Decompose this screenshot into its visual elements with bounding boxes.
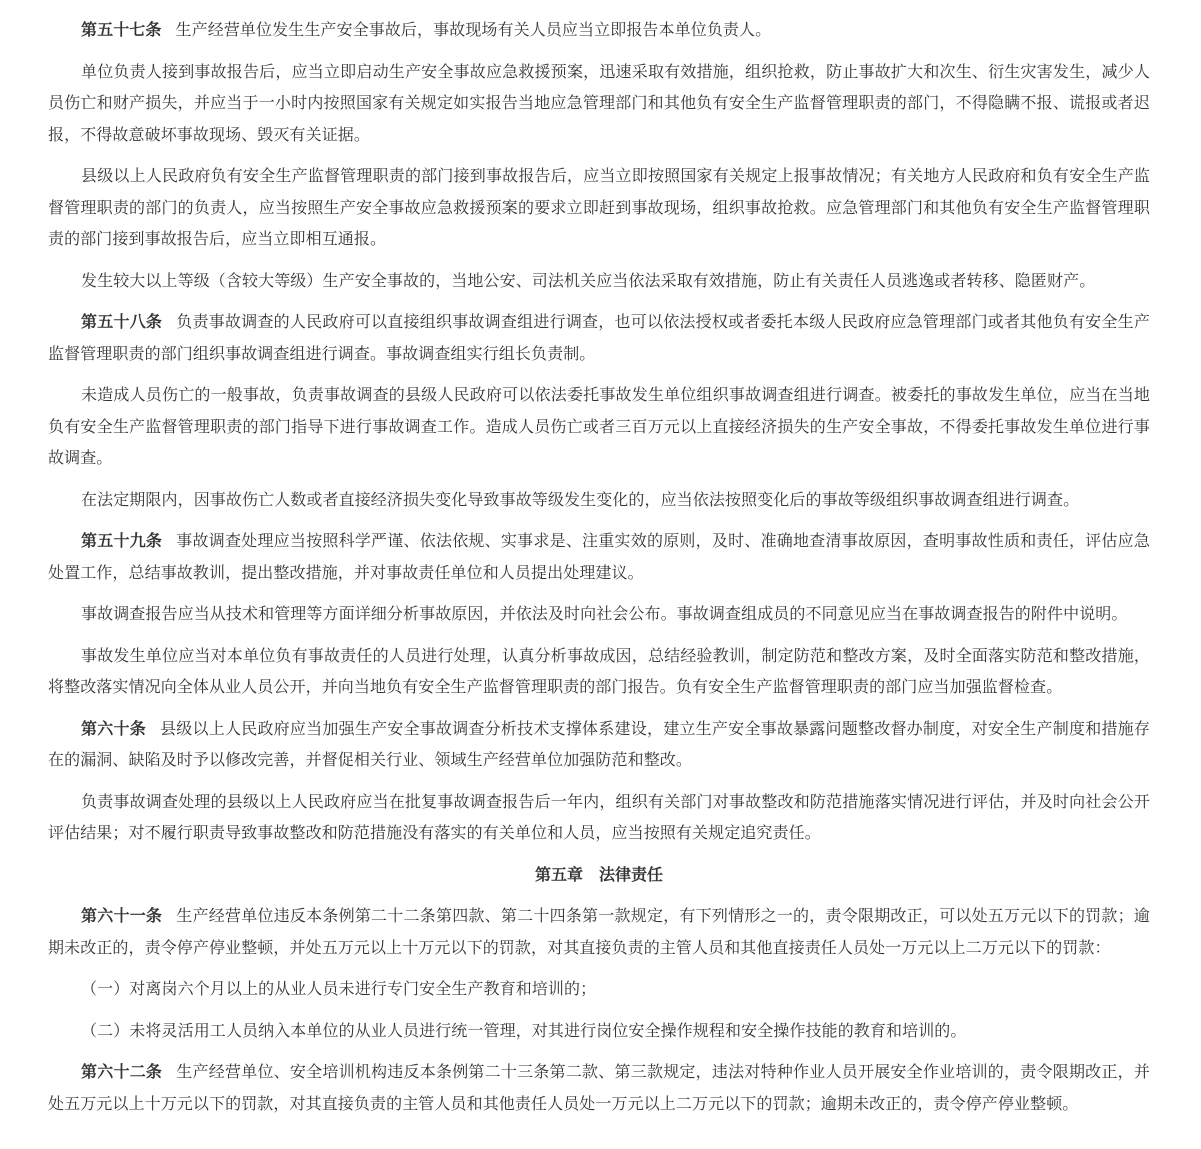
paragraph-article-57 [48,14,1150,46]
article-number: 第五十七条 [81,20,162,39]
paragraph-article-62 [48,1056,1150,1119]
paragraph [48,379,1150,474]
paragraph-article-58 [48,306,1150,369]
paragraph-text: 县级以上人民政府应当加强生产安全事故调查分析技术支撑体系建设，建立生产安全事故暴露问题整改督办制度，对安全生产制度和措施存在的漏洞、缺陷及时予以修改完善，并督促相关行业、领域生产经营单位加强防范和整改。 [48,718,1151,769]
paragraph-article-59 [48,525,1150,588]
chapter-title: 第五章 法律责任 [534,864,663,884]
paragraph [48,265,1150,297]
paragraph-text: 负责事故调查的人民政府可以直接组织事故调查组进行调查，也可以依法授权或者委托本级人民政府应急管理部门或者其他负有安全生产监督管理职责的部门组织事故调查组进行调查。事故调查组实行组长负责制。 [48,312,1150,363]
article-number: 第六十一条 [81,906,163,925]
paragraph [48,598,1150,630]
paragraph [48,786,1150,849]
paragraph-text: 生产经营单位违反本条例第二十二条第四款、第二十四条第一款规定，有下列情形之一的，责令限期改正，可以处五万元以下的罚款；逾期未改正的，责令停产停业整顿，并处五万元以上十万元以下的罚款，对其直接负责的主管人员和其他直接责任人员处一万元以上二万元以下的罚款： [48,906,1150,957]
paragraph-text: （二）未将灵活用工人员纳入本单位的从业人员进行统一管理，对其进行岗位安全操作规程和安全操作技能的教育和培训的。 [81,1020,967,1040]
paragraph-text: 事故调查报告应当从技术和管理等方面详细分析事故原因，并依法及时向社会公布。事故调查组成员的不同意见应当在事故调查报告的附件中说明。 [81,604,1128,623]
article-number: 第五十八条 [81,312,163,331]
paragraph [48,160,1150,255]
paragraph-text: 在法定期限内，因事故伤亡人数或者直接经济损失变化导致事故等级发生变化的，应当依法按照变化后的事故等级组织事故调查组进行调查。 [81,489,1080,509]
paragraph-text: 未造成人员伤亡的一般事故，负责事故调查的县级人民政府可以依法委托事故发生单位组织事故调查组进行调查。被委托的事故发生单位，应当在当地负有安全生产监督管理职责的部门指导下进行事故调查工作。造成人员伤亡或者三百万元以上直接经济损失的生产安全事故，不得委托事故发生单位进行事故调查。 [48,385,1150,467]
paragraph-text: 负责事故调查处理的县级以上人民政府应当在批复事故调查报告后一年内，组织有关部门对事故整改和防范措施落实情况进行评估，并及时向社会公开评估结果；对不履行职责导致事故整改和防范措施没有落实的有关单位和人员，应当按照有关规定追究责任。 [48,791,1150,842]
paragraph-text: 单位负责人接到事故报告后，应当立即启动生产安全事故应急救援预案，迅速采取有效措施，组织抢救，防止事故扩大和次生、衍生灾害发生，减少人员伤亡和财产损失，并应当于一小时内按照国家有关规定如实报告当地应急管理部门和其他负有安全生产监督管理职责的部门，不得隐瞒不报、谎报或者迟报，不得故意破坏事故现场、毁灭有关证据。 [48,61,1150,144]
article-number: 第六十条 [81,718,146,738]
paragraph-text: 发生较大以上等级（含较大等级）生产安全事故的，当地公安、司法机关应当依法采取有效措施，防止有关责任人员逃逸或者转移、隐匿财产。 [81,270,1096,290]
paragraph-text: 事故调查处理应当按照科学严谨、依法依规、实事求是、注重实效的原则，及时、准确地查清事故原因，查明事故性质和责任，评估应急处置工作，总结事故教训，提出整改措施，并对事故责任单位和人员提出处理建议。 [48,531,1150,582]
paragraph-article-61 [48,900,1150,963]
document-body [48,14,1150,1129]
list-item [48,973,1150,1005]
paragraph [48,484,1150,516]
paragraph-article-60 [48,713,1150,776]
paragraph-text: 县级以上人民政府负有安全生产监督管理职责的部门接到事故报告后，应当立即按照国家有关规定上报事故情况；有关地方人民政府和负有安全生产监督管理职责的部门的负责人，应当按照生产安全事故应急救援预案的要求立即赶到事故现场，组织事故抢救。应急管理部门和其他负有安全生产监督管理职责的部门接到事故报告后，应当立即相互通报。 [48,166,1150,248]
paragraph [48,640,1150,703]
article-number: 第五十九条 [81,531,163,550]
paragraph-text: 生产经营单位、安全培训机构违反本条例第二十三条第二款、第三款规定，违法对特种作业人员开展安全作业培训的，责令限期改正，并处五万元以上十万元以下的罚款，对其直接负责的主管人员和其他责任人员处一万元以上二万元以下的罚款；逾期未改正的，责令停产停业整顿。 [48,1062,1150,1113]
article-number: 第六十二条 [81,1062,163,1081]
paragraph [48,56,1150,151]
paragraph-text: 生产经营单位发生生产安全事故后，事故现场有关人员应当立即报告本单位负责人。 [175,20,772,39]
paragraph-text: （一）对离岗六个月以上的从业人员未进行专门安全生产教育和培训的； [81,979,597,998]
paragraph-text: 事故发生单位应当对本单位负有事故责任的人员进行处理，认真分析事故成因，总结经验教训，制定防范和整改方案，及时全面落实防范和整改措施，将整改落实情况向全体从业人员公开，并向当地负有安全生产监督管理职责的部门报告。负有安全生产监督管理职责的部门应当加强监督检查。 [48,645,1150,696]
list-item [48,1015,1150,1047]
